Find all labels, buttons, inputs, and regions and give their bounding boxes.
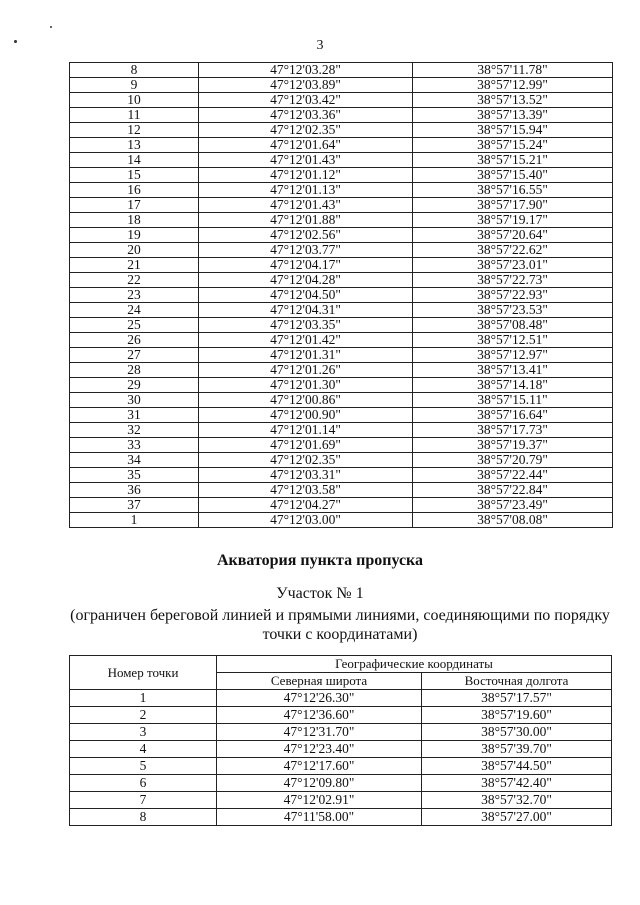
header-point-number: Номер точки [70, 656, 217, 690]
latitude-cell: 47°12'04.28" [199, 273, 413, 288]
point-number-cell: 31 [70, 408, 199, 423]
table-row [70, 63, 613, 78]
table-header-row [70, 656, 612, 673]
table-row [70, 775, 612, 792]
table-row [70, 741, 612, 758]
latitude-cell: 47°12'02.35" [199, 123, 413, 138]
table-row [70, 408, 613, 423]
point-number-cell: 33 [70, 438, 199, 453]
latitude-cell: 47°12'03.00" [199, 513, 413, 528]
longitude-cell: 38°57'15.24" [413, 138, 613, 153]
coordinates-table-continued [69, 62, 613, 528]
longitude-cell: 38°57'13.39" [413, 108, 613, 123]
longitude-cell: 38°57'12.97" [413, 348, 613, 363]
longitude-cell: 38°57'19.60" [422, 707, 612, 724]
point-number-cell: 7 [70, 792, 217, 809]
point-number-cell: 22 [70, 273, 199, 288]
coordinates-table-body [70, 63, 613, 528]
latitude-cell: 47°12'03.77" [199, 243, 413, 258]
longitude-cell: 38°57'15.40" [413, 168, 613, 183]
table-row [70, 303, 613, 318]
longitude-cell: 38°57'08.08" [413, 513, 613, 528]
point-number-cell: 2 [70, 707, 217, 724]
table-row [70, 213, 613, 228]
latitude-cell: 47°12'04.50" [199, 288, 413, 303]
latitude-cell: 47°12'02.35" [199, 453, 413, 468]
longitude-cell: 38°57'20.64" [413, 228, 613, 243]
point-number-cell: 20 [70, 243, 199, 258]
point-number-cell: 10 [70, 93, 199, 108]
point-number-cell: 28 [70, 363, 199, 378]
point-number-cell: 11 [70, 108, 199, 123]
point-number-cell: 21 [70, 258, 199, 273]
table-row [70, 108, 613, 123]
latitude-cell: 47°12'04.31" [199, 303, 413, 318]
point-number-cell: 1 [70, 690, 217, 707]
point-number-cell: 30 [70, 393, 199, 408]
latitude-cell: 47°12'04.17" [199, 258, 413, 273]
point-number-cell: 12 [70, 123, 199, 138]
latitude-cell: 47°12'03.28" [199, 63, 413, 78]
table-row [70, 792, 612, 809]
scan-speck [50, 26, 52, 28]
longitude-cell: 38°57'22.44" [413, 468, 613, 483]
point-number-cell: 25 [70, 318, 199, 333]
point-number-cell: 15 [70, 168, 199, 183]
table-row [70, 707, 612, 724]
latitude-cell: 47°12'17.60" [217, 758, 422, 775]
table-row [70, 288, 613, 303]
point-number-cell: 3 [70, 724, 217, 741]
latitude-cell: 47°12'03.31" [199, 468, 413, 483]
table-row [70, 348, 613, 363]
longitude-cell: 38°57'22.62" [413, 243, 613, 258]
section-note-line: (ограничен береговой линией и прямыми линиями, соединяющими по порядку [70, 607, 610, 624]
latitude-cell: 47°12'01.69" [199, 438, 413, 453]
table-row [70, 93, 613, 108]
latitude-cell: 47°12'09.80" [217, 775, 422, 792]
longitude-cell: 38°57'14.18" [413, 378, 613, 393]
table-row [70, 228, 613, 243]
latitude-cell: 47°12'03.58" [199, 483, 413, 498]
section-subtitle: Участок № 1 [276, 585, 364, 602]
table-row [70, 498, 613, 513]
header-east-longitude: Восточная долгота [422, 673, 612, 690]
point-number-cell: 18 [70, 213, 199, 228]
latitude-cell: 47°12'01.26" [199, 363, 413, 378]
table-row [70, 513, 613, 528]
longitude-cell: 38°57'17.90" [413, 198, 613, 213]
table-row [70, 168, 613, 183]
point-number-cell: 35 [70, 468, 199, 483]
latitude-cell: 47°12'02.91" [217, 792, 422, 809]
table-row [70, 138, 613, 153]
latitude-cell: 47°12'03.35" [199, 318, 413, 333]
table-row [70, 483, 613, 498]
point-number-cell: 4 [70, 741, 217, 758]
latitude-cell: 47°12'01.31" [199, 348, 413, 363]
longitude-cell: 38°57'08.48" [413, 318, 613, 333]
point-number-cell: 8 [70, 809, 217, 826]
table-row [70, 78, 613, 93]
latitude-cell: 47°12'01.43" [199, 198, 413, 213]
longitude-cell: 38°57'27.00" [422, 809, 612, 826]
latitude-cell: 47°12'03.36" [199, 108, 413, 123]
table-row [70, 724, 612, 741]
latitude-cell: 47°12'01.13" [199, 183, 413, 198]
table-row [70, 273, 613, 288]
longitude-cell: 38°57'12.51" [413, 333, 613, 348]
latitude-cell: 47°12'26.30" [217, 690, 422, 707]
latitude-cell: 47°12'01.64" [199, 138, 413, 153]
table-row [70, 258, 613, 273]
longitude-cell: 38°57'16.64" [413, 408, 613, 423]
longitude-cell: 38°57'30.00" [422, 724, 612, 741]
point-number-cell: 1 [70, 513, 199, 528]
longitude-cell: 38°57'23.53" [413, 303, 613, 318]
longitude-cell: 38°57'32.70" [422, 792, 612, 809]
point-number-cell: 19 [70, 228, 199, 243]
point-number-cell: 24 [70, 303, 199, 318]
latitude-cell: 47°12'01.14" [199, 423, 413, 438]
table-row [70, 153, 613, 168]
longitude-cell: 38°57'23.01" [413, 258, 613, 273]
latitude-cell: 47°12'01.42" [199, 333, 413, 348]
longitude-cell: 38°57'22.93" [413, 288, 613, 303]
point-number-cell: 29 [70, 378, 199, 393]
area-coordinates-table [69, 655, 612, 826]
point-number-cell: 14 [70, 153, 199, 168]
latitude-cell: 47°12'01.12" [199, 168, 413, 183]
header-north-latitude: Северная широта [217, 673, 422, 690]
table-row [70, 423, 613, 438]
latitude-cell: 47°12'03.42" [199, 93, 413, 108]
area-coordinates-body [70, 690, 612, 826]
point-number-cell: 8 [70, 63, 199, 78]
longitude-cell: 38°57'23.49" [413, 498, 613, 513]
point-number-cell: 34 [70, 453, 199, 468]
point-number-cell: 37 [70, 498, 199, 513]
table-row [70, 183, 613, 198]
longitude-cell: 38°57'11.78" [413, 63, 613, 78]
point-number-cell: 5 [70, 758, 217, 775]
point-number-cell: 27 [70, 348, 199, 363]
latitude-cell: 47°11'58.00" [217, 809, 422, 826]
longitude-cell: 38°57'16.55" [413, 183, 613, 198]
point-number-cell: 26 [70, 333, 199, 348]
latitude-cell: 47°12'02.56" [199, 228, 413, 243]
table-row [70, 318, 613, 333]
longitude-cell: 38°57'13.52" [413, 93, 613, 108]
longitude-cell: 38°57'17.57" [422, 690, 612, 707]
longitude-cell: 38°57'19.17" [413, 213, 613, 228]
latitude-cell: 47°12'23.40" [217, 741, 422, 758]
table-row [70, 438, 613, 453]
table-row [70, 809, 612, 826]
longitude-cell: 38°57'20.79" [413, 453, 613, 468]
point-number-cell: 6 [70, 775, 217, 792]
point-number-cell: 9 [70, 78, 199, 93]
table-row [70, 198, 613, 213]
latitude-cell: 47°12'03.89" [199, 78, 413, 93]
section-note [60, 606, 620, 644]
point-number-cell: 13 [70, 138, 199, 153]
longitude-cell: 38°57'17.73" [413, 423, 613, 438]
longitude-cell: 38°57'13.41" [413, 363, 613, 378]
section-title: Акватория пункта пропуска [216, 552, 424, 569]
longitude-cell: 38°57'19.37" [413, 438, 613, 453]
table-row [70, 378, 613, 393]
latitude-cell: 47°12'01.43" [199, 153, 413, 168]
table-row [70, 453, 613, 468]
table-row [70, 243, 613, 258]
page-number: 3 [316, 38, 324, 53]
table-row [70, 333, 613, 348]
longitude-cell: 38°57'22.73" [413, 273, 613, 288]
table-row [70, 758, 612, 775]
latitude-cell: 47°12'31.70" [217, 724, 422, 741]
point-number-cell: 17 [70, 198, 199, 213]
longitude-cell: 38°57'22.84" [413, 483, 613, 498]
longitude-cell: 38°57'15.21" [413, 153, 613, 168]
point-number-cell: 36 [70, 483, 199, 498]
point-number-cell: 16 [70, 183, 199, 198]
table-row [70, 393, 613, 408]
table-row [70, 123, 613, 138]
longitude-cell: 38°57'15.11" [413, 393, 613, 408]
latitude-cell: 47°12'00.86" [199, 393, 413, 408]
section-note-line: точки с координатами) [262, 626, 418, 643]
table-row [70, 363, 613, 378]
longitude-cell: 38°57'12.99" [413, 78, 613, 93]
longitude-cell: 38°57'39.70" [422, 741, 612, 758]
point-number-cell: 23 [70, 288, 199, 303]
longitude-cell: 38°57'15.94" [413, 123, 613, 138]
header-geo-coords: Географические координаты [217, 656, 612, 673]
latitude-cell: 47°12'01.30" [199, 378, 413, 393]
table-row [70, 468, 613, 483]
longitude-cell: 38°57'42.40" [422, 775, 612, 792]
latitude-cell: 47°12'01.88" [199, 213, 413, 228]
longitude-cell: 38°57'44.50" [422, 758, 612, 775]
table-row [70, 690, 612, 707]
latitude-cell: 47°12'00.90" [199, 408, 413, 423]
point-number-cell: 32 [70, 423, 199, 438]
latitude-cell: 47°12'04.27" [199, 498, 413, 513]
latitude-cell: 47°12'36.60" [217, 707, 422, 724]
